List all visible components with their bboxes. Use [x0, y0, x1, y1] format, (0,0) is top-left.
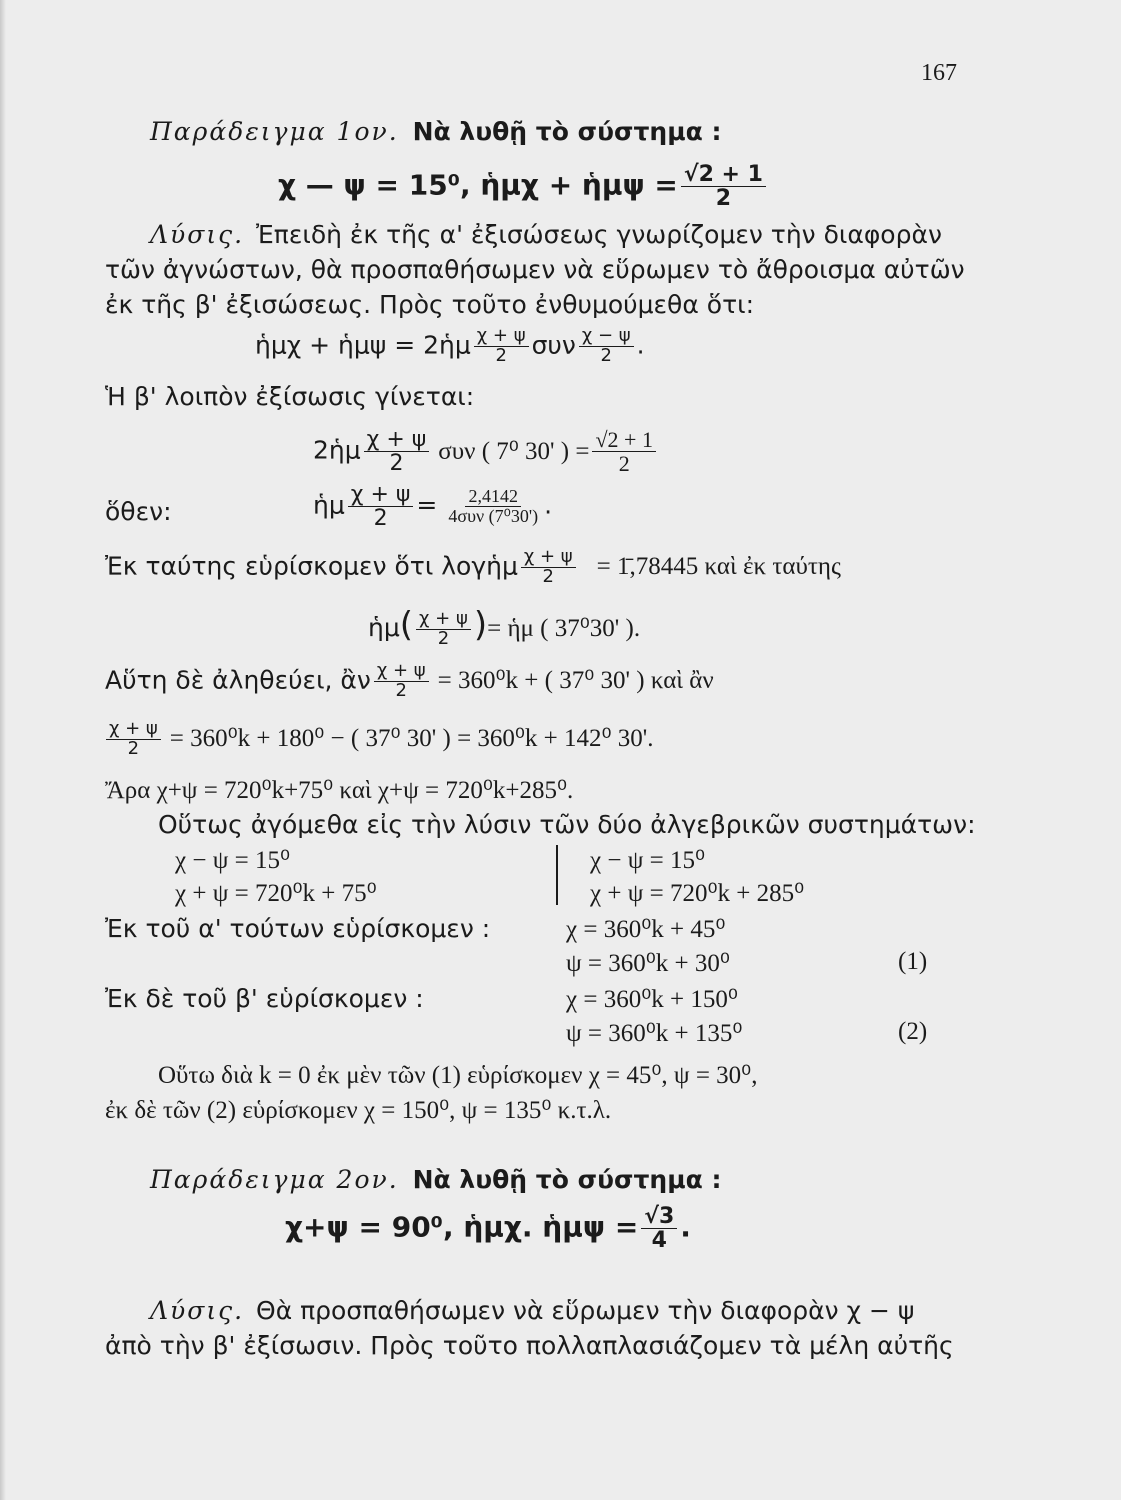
- fraction-numerator: χ + ψ: [348, 483, 414, 507]
- eq2-lhs: 2ἡμ: [313, 435, 361, 465]
- example-2-solution-text: Θὰ προσπαθήσωμεν νὰ εὕρωμεν τὴν διαφορὰν χ − ψ: [256, 1296, 915, 1325]
- solution-text: Ἐπειδὴ ἐκ τῆς α' ἐξισώσεως γνωρίζομεν τὴν διαφορὰν: [256, 220, 942, 249]
- fraction-denominator: 4: [651, 1228, 667, 1254]
- result-2-y: ψ = 360⁰k + 135⁰: [566, 1020, 743, 1047]
- example-1-heading: [150, 117, 721, 146]
- final-line-2: ἐκ δὲ τῶν (2) εὑρίσκομεν χ = 150⁰, ψ = 135⁰ κ.τ.λ.: [105, 1097, 612, 1124]
- page-number: 167: [921, 60, 957, 86]
- example-2-label: Παράδειγμα 2ον.: [150, 1165, 399, 1194]
- example-2-heading: [150, 1165, 721, 1194]
- fraction-denominator: 4συν (7⁰30'): [448, 506, 539, 527]
- eq3-lhs: ἡμ: [313, 490, 345, 520]
- system-a-eq-2: χ + ψ = 720⁰k + 75⁰: [175, 880, 377, 907]
- fraction-numerator: √2 + 1: [681, 163, 766, 187]
- system-b-eq-2: χ + ψ = 720⁰k + 285⁰: [590, 880, 805, 907]
- alt-rhs: = 360⁰k + 180⁰ − ( 37⁰ 30' ) = 360⁰k + 142⁰ 30'.: [169, 725, 654, 753]
- lead-systems-line: Οὕτως ἀγόμεθα εἰς τὴν λύσιν τῶν δύο ἀλγεβρικῶν συστημάτων:: [158, 810, 976, 839]
- eq4-fraction: [416, 607, 471, 649]
- eq3-equals: =: [416, 490, 438, 520]
- fraction-numerator: 2,4142: [465, 487, 521, 507]
- fraction-numerator: √2 + 1: [592, 428, 655, 452]
- equation-sine-equal: ἡμ( $\frac{\chi + \psi}{2}$ )= ἡμ ( 37⁰30' ).: [368, 605, 641, 649]
- eq4-lhs: ἡμ: [368, 613, 400, 642]
- fraction-numerator: χ + ψ: [474, 327, 529, 347]
- from-first-label: Ἐκ τοῦ α' τούτων εὑρίσκομεν :: [105, 914, 491, 943]
- identity-fraction-2: [579, 327, 634, 366]
- fraction-numerator: χ + ψ: [521, 548, 576, 568]
- alternative-line: [103, 720, 654, 759]
- result-2-x: χ = 360⁰k + 150⁰: [566, 986, 738, 1013]
- system-a-eq-1: χ − ψ = 15⁰: [175, 847, 290, 874]
- example-1-label: Παράδειγμα 1ον.: [150, 117, 399, 146]
- example-2-system-lhs: χ+ψ = 90⁰, ἡμχ. ἡμψ =: [285, 1210, 639, 1244]
- example-1-solution-line-3: ἐκ τῆς β' ἐξισώσεως. Πρὸς τοῦτο ἐνθυμούμεθα ὅτι:: [105, 290, 754, 319]
- from-second-label: Ἐκ δὲ τοῦ β' εὑρίσκομεν :: [105, 984, 424, 1013]
- holds-end: = 360⁰k + ( 37⁰ 30' ) καὶ ἂν: [437, 667, 714, 695]
- sum-to-product-identity: ἡμχ + ἡμψ = 2ἡμ $\frac{\chi + \psi}{2}$ συν $\frac{\chi - \psi}{2}$ .: [255, 325, 645, 366]
- identity-cos: συν: [531, 330, 576, 360]
- holds-fraction: [374, 662, 429, 701]
- log-line-end: = 1̄,78445 καὶ ἐκ ταύτης: [596, 553, 841, 581]
- example-2-solution-line-2: ἀπὸ τὴν β' ἐξίσωσιν. Πρὸς τοῦτο πολλαπλασιάζομεν τὰ μέλη αὐτῆς: [105, 1331, 954, 1360]
- fraction-numerator: χ − ψ: [579, 327, 634, 347]
- example-1-system: [278, 163, 769, 210]
- example-2-task: Νὰ λυθῇ τὸ σύστημα :: [412, 1165, 722, 1194]
- page-edge-shadow: [0, 0, 6, 1500]
- tag-2: (2): [898, 1018, 928, 1045]
- becomes-line: Ἡ β' λοιπὸν ἐξίσωσις γίνεται:: [105, 382, 475, 411]
- example-1-system-lhs: χ — ψ = 15⁰, ἡμχ + ἡμψ =: [278, 168, 678, 202]
- holds-start: Αὕτη δὲ ἀληθεύει, ἂν: [105, 665, 371, 695]
- fraction-denominator: 2: [618, 451, 630, 477]
- eq2-middle: συν ( 7⁰ 30' ) =: [438, 437, 590, 465]
- result-1-x: χ = 360⁰k + 45⁰: [566, 916, 726, 943]
- fraction-denominator: 2: [600, 344, 612, 366]
- fraction-denominator: 2: [373, 506, 388, 532]
- equation-becomes: [313, 428, 659, 475]
- holds-line: [105, 662, 714, 701]
- fraction-denominator: 2: [437, 627, 450, 649]
- log-line-start: Ἐκ ταύτης εὑρίσκομεν ὅτι λογἡμ: [105, 551, 518, 581]
- fraction-denominator: 2: [542, 565, 554, 587]
- tag-1: (1): [898, 948, 928, 975]
- fraction-numerator: χ + ψ: [416, 610, 471, 630]
- eq2-rhs-fraction: [592, 428, 655, 475]
- fraction-denominator: 2: [495, 344, 507, 366]
- identity-fraction-1: [474, 327, 529, 366]
- example-2-system: χ+ψ = 90⁰, ἡμχ. ἡμψ = $\frac{√3}{4}$ .: [285, 1204, 691, 1254]
- example-2-solution-label: Λύσις.: [150, 1296, 245, 1325]
- therefore-line: Ἄρα χ+ψ = 720⁰k+75⁰ καὶ χ+ψ = 720⁰k+285⁰.: [105, 777, 574, 804]
- identity-lhs: ἡμχ + ἡμψ = 2ἡμ: [255, 330, 471, 360]
- fraction-numerator: χ + ψ: [106, 720, 161, 740]
- eq2-fraction: [364, 428, 430, 475]
- system-b-eq-1: χ − ψ = 15⁰: [590, 847, 705, 874]
- example-2-solution-line-1: [150, 1296, 914, 1325]
- fraction-denominator: 2: [127, 737, 140, 759]
- example-1-solution-line-2: τῶν ἀγνώστων, θὰ προσπαθήσωμεν νὰ εὕρωμεν τὸ ἄθροισμα αὐτῶν: [105, 255, 965, 284]
- fraction-numerator: χ + ψ: [364, 428, 430, 452]
- fraction-numerator: χ + ψ: [374, 662, 429, 682]
- solution-label: Λύσις.: [150, 220, 245, 249]
- example-2-system-fraction: [641, 1205, 677, 1252]
- eq3-rhs-fraction: [445, 487, 541, 526]
- example-1-task: Νὰ λυθῇ τὸ σύστημα :: [412, 117, 722, 146]
- result-1-y: ψ = 360⁰k + 30⁰: [566, 950, 730, 977]
- example-1-solution-line-1: [150, 220, 942, 249]
- fraction-denominator: 2: [715, 186, 732, 212]
- fraction-numerator: √3: [641, 1205, 677, 1229]
- equation-hence: ἡμ $\frac{\chi + \psi}{2}$ = $\frac{2,4142}{\text{4συν (7⁰30')}}$ .: [313, 482, 553, 532]
- eq3-fraction: [348, 483, 414, 530]
- log-line: [105, 548, 841, 587]
- fraction-denominator: 2: [389, 451, 404, 477]
- final-line-1: Οὕτω διὰ k = 0 ἐκ μὲν τῶν (1) εὑρίσκομεν χ = 45⁰, ψ = 30⁰,: [158, 1062, 758, 1089]
- fraction-denominator: 2: [395, 679, 407, 701]
- example-1-system-fraction: [681, 163, 766, 210]
- alt-fraction: [106, 720, 161, 759]
- log-fraction: [521, 548, 576, 587]
- systems-divider: [556, 845, 558, 905]
- eq4-rhs: = ἡμ ( 37⁰30' ).: [487, 615, 641, 642]
- hence-label: ὅθεν:: [105, 497, 172, 526]
